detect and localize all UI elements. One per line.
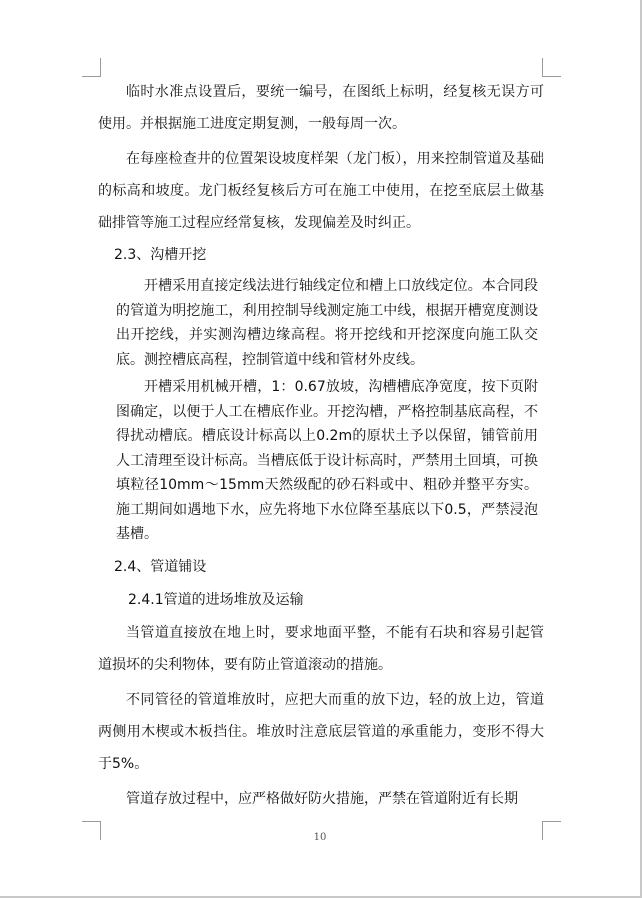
paragraph: 不同管径的管道堆放时，应把大而重的放下边，轻的放上边，管道两侧用木楔或木板挡住。堆放时注意底层管道的承重能力，变形不得大于5%。 xyxy=(98,691,544,772)
paragraph: 管道存放过程中，应严格做好防火措施，严禁在管道附近有长期 xyxy=(126,790,518,807)
paragraph: 开槽采用机械开槽，1：0.67放坡，沟槽槽底净宽度，按下页附图确定，以便于人工在槽底作业。开挖沟槽，严格控制基底高程，不得扰动槽底。槽底设计标高以上0.2m的原状土予以保留，铺管前用人工清理至设计标高。当槽底低于设计标高时，严禁用土回填，可换填粒径10mm～15mm天然级配的砂石料或中、粗砂并整平夯实。施工期间如遇地下水，应先将地下水位降至基底以下0.5，严禁浸泡基槽。 xyxy=(116,379,538,542)
margin-corner-mark xyxy=(82,58,101,77)
margin-corner-mark xyxy=(542,58,561,77)
section-block xyxy=(98,274,544,547)
section-heading: 2.3、沟槽开挖 xyxy=(114,247,207,263)
paragraph: 临时水准点设置后，要统一编号，在图纸上标明，经复核无误方可使用。并根据施工进度定期复测，一般每周一次。 xyxy=(98,84,544,132)
subsection-heading: 2.4.1管道的进场堆放及运输 xyxy=(128,591,304,608)
document-body xyxy=(98,76,544,815)
page-number: 10 xyxy=(313,832,327,843)
paragraph: 当管道直接放在地上时，要求地面平整，不能有石块和容易引起管道损坏的尖利物体，要有防止管道滚动的措施。 xyxy=(98,624,544,673)
paragraph: 在每座检查井的位置架设坡度样架（龙门板），用来控制管道及基础的标高和坡度。龙门板经复核后方可在施工中使用，在挖至底层土做基础排管等施工过程应经常复核，发现偏差及时纠正。 xyxy=(98,151,544,231)
paragraph: 开槽采用直接定线法进行轴线定位和槽上口放线定位。本合同段的管道为明挖施工，利用控制导线测定施工中线，根据开槽宽度测设出开挖线，并实测沟槽边缘高程。将开挖线和开挖深度向施工队交底。测控槽底高程，控制管道中线和管材外皮线。 xyxy=(116,278,538,368)
section-heading: 2.4、管道铺设 xyxy=(114,558,207,575)
